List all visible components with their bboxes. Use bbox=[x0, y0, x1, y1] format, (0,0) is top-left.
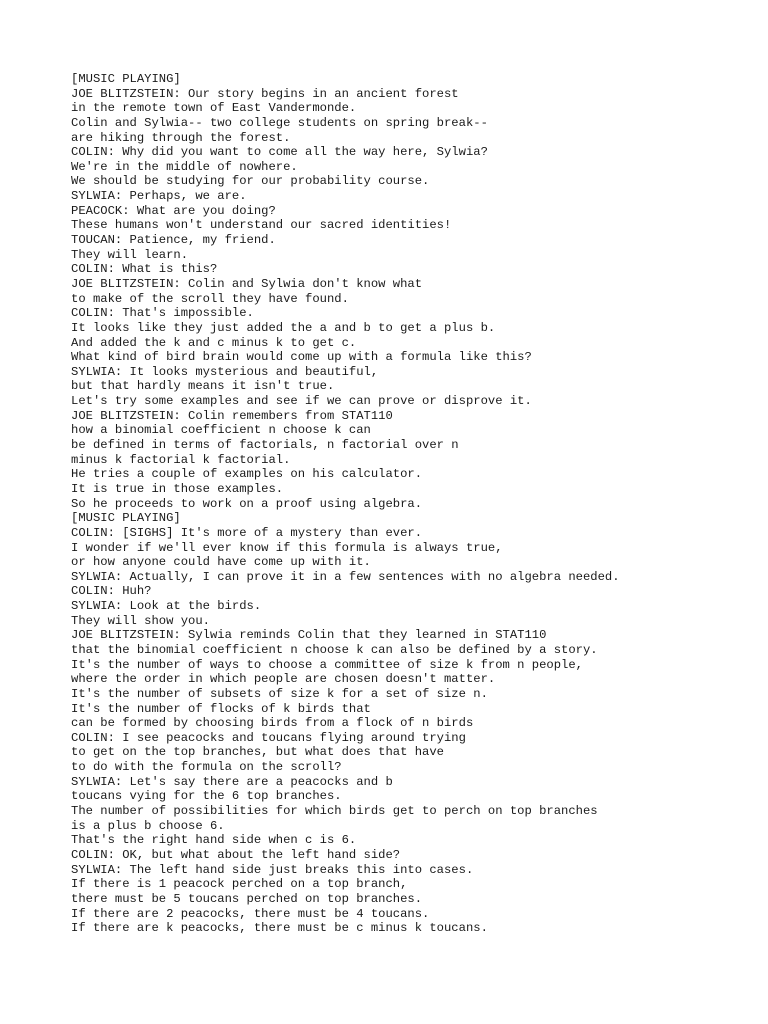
transcript-line: to get on the top branches, but what does that have bbox=[71, 745, 444, 760]
transcript-line: So he proceeds to work on a proof using algebra. bbox=[71, 496, 423, 511]
transcript-line: JOE BLITZSTEIN: Sylwia reminds Colin that they learned in STAT110 bbox=[71, 628, 547, 643]
transcript-line: COLIN: What is this? bbox=[71, 262, 218, 277]
transcript-line: We should be studying for our probability course. bbox=[71, 174, 430, 189]
transcript-line: If there are 2 peacocks, there must be 4 toucans. bbox=[71, 906, 430, 921]
transcript-line: It looks like they just added the a and b to get a plus b. bbox=[71, 320, 496, 335]
transcript-line: It is true in those examples. bbox=[71, 481, 284, 496]
transcript-line: to do with the formula on the scroll? bbox=[71, 760, 342, 775]
transcript-line: SYLWIA: It looks mysterious and beautiful, bbox=[71, 364, 379, 379]
transcript-line: These humans won't understand our sacred identities! bbox=[71, 218, 452, 233]
transcript-line: PEACOCK: What are you doing? bbox=[71, 203, 276, 218]
transcript-line: COLIN: OK, but what about the left hand side? bbox=[71, 847, 401, 862]
transcript-line: there must be 5 toucans perched on top branches. bbox=[71, 891, 423, 906]
transcript-line: If there are k peacocks, there must be c minus k toucans. bbox=[71, 921, 488, 936]
transcript-line: It's the number of flocks of k birds that bbox=[71, 701, 371, 716]
transcript-line: It's the number of ways to choose a committee of size k from n people, bbox=[71, 657, 583, 672]
transcript-line: COLIN: Why did you want to come all the way here, Sylwia? bbox=[71, 145, 488, 160]
transcript-line: in the remote town of East Vandermonde. bbox=[71, 101, 357, 116]
transcript-line: [MUSIC PLAYING] bbox=[71, 72, 181, 86]
transcript-line: SYLWIA: Perhaps, we are. bbox=[71, 189, 247, 204]
transcript-line: And added the k and c minus k to get c. bbox=[71, 335, 357, 350]
transcript-line: That's the right hand side when c is 6. bbox=[71, 833, 357, 848]
transcript-line: SYLWIA: The left hand side just breaks this into cases. bbox=[71, 862, 474, 877]
transcript-line: or how anyone could have come up with it. bbox=[71, 555, 371, 570]
transcript-line: that the binomial coefficient n choose k can also be defined by a story. bbox=[71, 642, 598, 657]
transcript-line: can be formed by choosing birds from a flock of n birds bbox=[71, 716, 474, 731]
transcript-text bbox=[71, 72, 751, 936]
transcript-line: Colin and Sylwia-- two college students on spring break-- bbox=[71, 115, 488, 130]
transcript-line: JOE BLITZSTEIN: Colin and Sylwia don't know what bbox=[71, 276, 423, 291]
transcript-line: toucans vying for the 6 top branches. bbox=[71, 789, 342, 804]
transcript-line: [MUSIC PLAYING] bbox=[71, 511, 181, 526]
transcript-line: are hiking through the forest. bbox=[71, 130, 291, 145]
transcript-line: COLIN: That's impossible. bbox=[71, 306, 254, 321]
transcript-line: is a plus b choose 6. bbox=[71, 818, 225, 833]
transcript-line: They will learn. bbox=[71, 247, 189, 262]
transcript-line: be defined in terms of factorials, n factorial over n bbox=[71, 438, 459, 453]
transcript-line: I wonder if we'll ever know if this formula is always true, bbox=[71, 540, 503, 555]
transcript-line: COLIN: I see peacocks and toucans flying around trying bbox=[71, 730, 466, 745]
transcript-line: The number of possibilities for which birds get to perch on top branches bbox=[71, 804, 598, 819]
transcript-line: but that hardly means it isn't true. bbox=[71, 379, 335, 394]
transcript-line: COLIN: [SIGHS] It's more of a mystery than ever. bbox=[71, 525, 423, 540]
transcript-line: What kind of bird brain would come up with a formula like this? bbox=[71, 350, 532, 365]
transcript-line: minus k factorial k factorial. bbox=[71, 452, 291, 467]
transcript-line: Let's try some examples and see if we can prove or disprove it. bbox=[71, 394, 532, 409]
transcript-line: SYLWIA: Look at the birds. bbox=[71, 599, 262, 614]
transcript-line: COLIN: Huh? bbox=[71, 584, 152, 599]
transcript-line: JOE BLITZSTEIN: Colin remembers from STAT110 bbox=[71, 408, 393, 423]
transcript-line: If there is 1 peacock perched on a top branch, bbox=[71, 877, 408, 892]
transcript-line: It's the number of subsets of size k for a set of size n. bbox=[71, 686, 488, 701]
transcript-line: TOUCAN: Patience, my friend. bbox=[71, 233, 276, 248]
transcript-line: JOE BLITZSTEIN: Our story begins in an ancient forest bbox=[71, 86, 459, 101]
transcript-line: how a binomial coefficient n choose k can bbox=[71, 423, 371, 438]
transcript-line: where the order in which people are chosen doesn't matter. bbox=[71, 672, 496, 687]
transcript-line: We're in the middle of nowhere. bbox=[71, 159, 298, 174]
transcript-line: He tries a couple of examples on his calculator. bbox=[71, 467, 423, 482]
transcript-line: They will show you. bbox=[71, 613, 210, 628]
transcript-line: to make of the scroll they have found. bbox=[71, 291, 349, 306]
transcript-line: SYLWIA: Actually, I can prove it in a few sentences with no algebra needed. bbox=[71, 569, 620, 584]
transcript-line: SYLWIA: Let's say there are a peacocks and b bbox=[71, 774, 393, 789]
